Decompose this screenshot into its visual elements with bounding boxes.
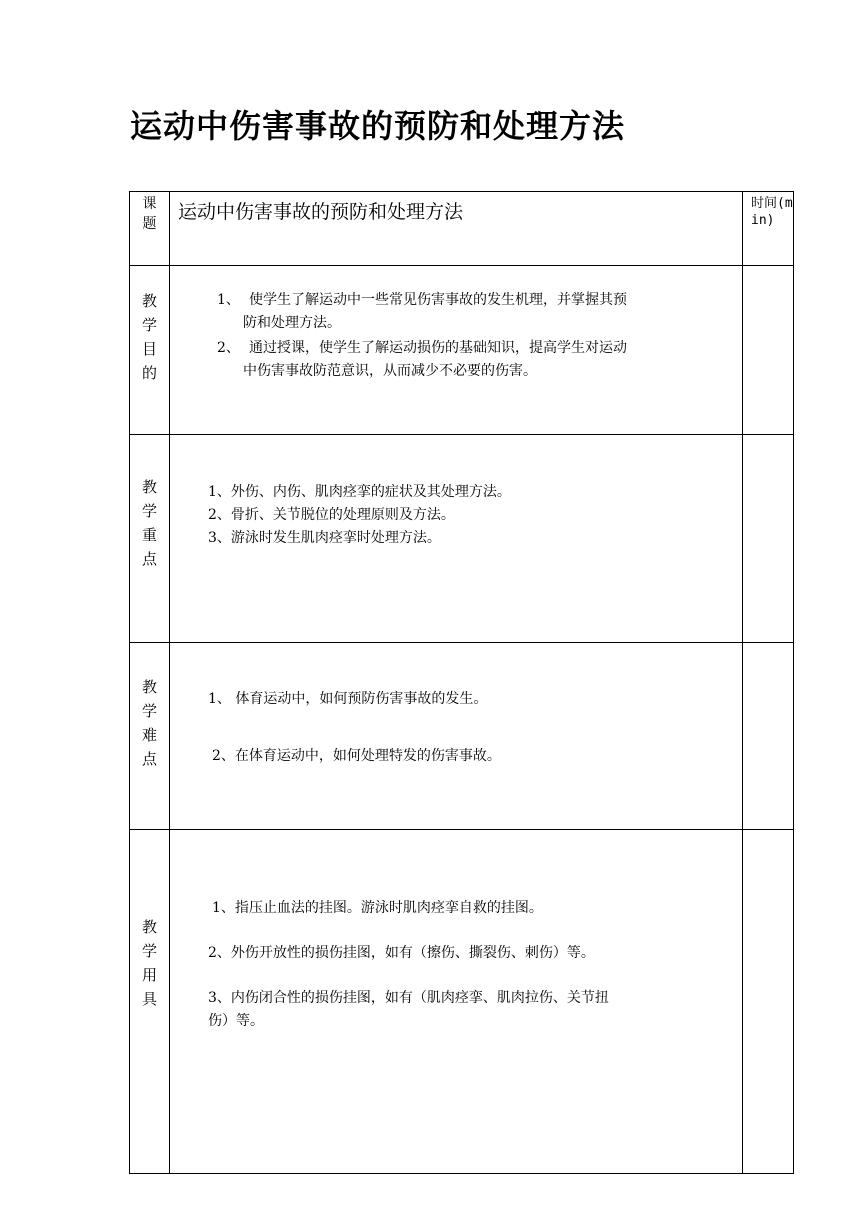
label-char: 教 xyxy=(141,918,157,936)
label-char: 学 xyxy=(141,502,157,520)
key-points-label-cell xyxy=(130,435,170,643)
purpose-item-2-cont: 中伤害事故防范意识，从而减少不必要的伤害。 xyxy=(243,363,537,379)
label-char: 教 xyxy=(141,292,157,310)
label-char: 学 xyxy=(141,316,157,334)
purpose-item-2: 2、 通过授课，使学生了解运动损伤的基础知识，提高学生对运动 xyxy=(217,340,627,356)
key-points-time-cell xyxy=(743,435,794,643)
key-point-item: 2、骨折、关节脱位的处理原则及方法。 xyxy=(208,507,455,523)
teaching-aids-row xyxy=(130,830,794,1174)
key-point-item: 3、游泳时发生肌肉痉挛时处理方法。 xyxy=(208,530,441,546)
label-char: 目 xyxy=(141,340,157,358)
label-char: 具 xyxy=(141,990,157,1008)
purpose-row xyxy=(130,266,794,435)
purpose-item-1-cont: 防和处理方法。 xyxy=(243,315,341,331)
difficult-points-row xyxy=(130,643,794,830)
label-char: 课 xyxy=(142,196,157,212)
label-char: 用 xyxy=(141,966,157,984)
topic-row xyxy=(130,192,794,266)
label-char: 的 xyxy=(141,364,157,382)
key-point-item: 1、外伤、内伤、肌肉痉挛的症状及其处理方法。 xyxy=(208,484,511,500)
teaching-aids-time-cell xyxy=(743,830,794,1174)
teaching-aid-item: 2、外伤开放性的损伤挂图，如有（擦伤、撕裂伤、刺伤）等。 xyxy=(208,945,595,961)
difficult-point-item: 2、在体育运动中，如何处理特发的伤害事故。 xyxy=(212,748,501,764)
label-char: 重 xyxy=(141,526,157,544)
topic-label-cell xyxy=(130,192,170,266)
difficult-points-label-cell xyxy=(130,643,170,830)
teaching-aid-item: 1、指压止血法的挂图。游泳时肌肉痉挛自救的挂图。 xyxy=(212,900,543,916)
teaching-aid-item-cont: 伤）等。 xyxy=(208,1013,264,1029)
time-header-cell xyxy=(743,192,794,266)
document-title: 运动中伤害事故的预防和处理方法 xyxy=(130,107,626,145)
label-char: 学 xyxy=(141,942,157,960)
label-char: 点 xyxy=(141,750,157,768)
key-points-content-cell xyxy=(170,435,743,643)
label-char: 点 xyxy=(141,550,157,568)
teaching-aid-item: 3、内伤闭合性的损伤挂图，如有（肌肉痉挛、肌肉拉伤、关节扭 xyxy=(208,990,609,1006)
purpose-item-1: 1、 使学生了解运动中一些常见伤害事故的发生机理，并掌握其预 xyxy=(217,292,627,308)
difficult-points-time-cell xyxy=(743,643,794,830)
purpose-label-cell xyxy=(130,266,170,435)
label-char: 教 xyxy=(141,678,157,696)
label-char: 难 xyxy=(141,726,157,744)
difficult-point-item: 1、 体育运动中，如何预防伤害事故的发生。 xyxy=(208,691,488,707)
label-char: 学 xyxy=(141,702,157,720)
teaching-aids-content-cell xyxy=(170,830,743,1174)
purpose-time-cell xyxy=(743,266,794,435)
time-header: 时间(min) xyxy=(751,196,793,228)
label-char: 教 xyxy=(141,478,157,496)
topic-text: 运动中伤害事故的预防和处理方法 xyxy=(178,201,464,223)
label-char: 题 xyxy=(142,216,157,232)
teaching-aids-label-cell xyxy=(130,830,170,1174)
lesson-plan-table xyxy=(129,191,794,1174)
difficult-points-content-cell xyxy=(170,643,743,830)
topic-text-cell xyxy=(170,192,743,266)
key-points-row xyxy=(130,435,794,643)
purpose-content-cell xyxy=(170,266,743,435)
